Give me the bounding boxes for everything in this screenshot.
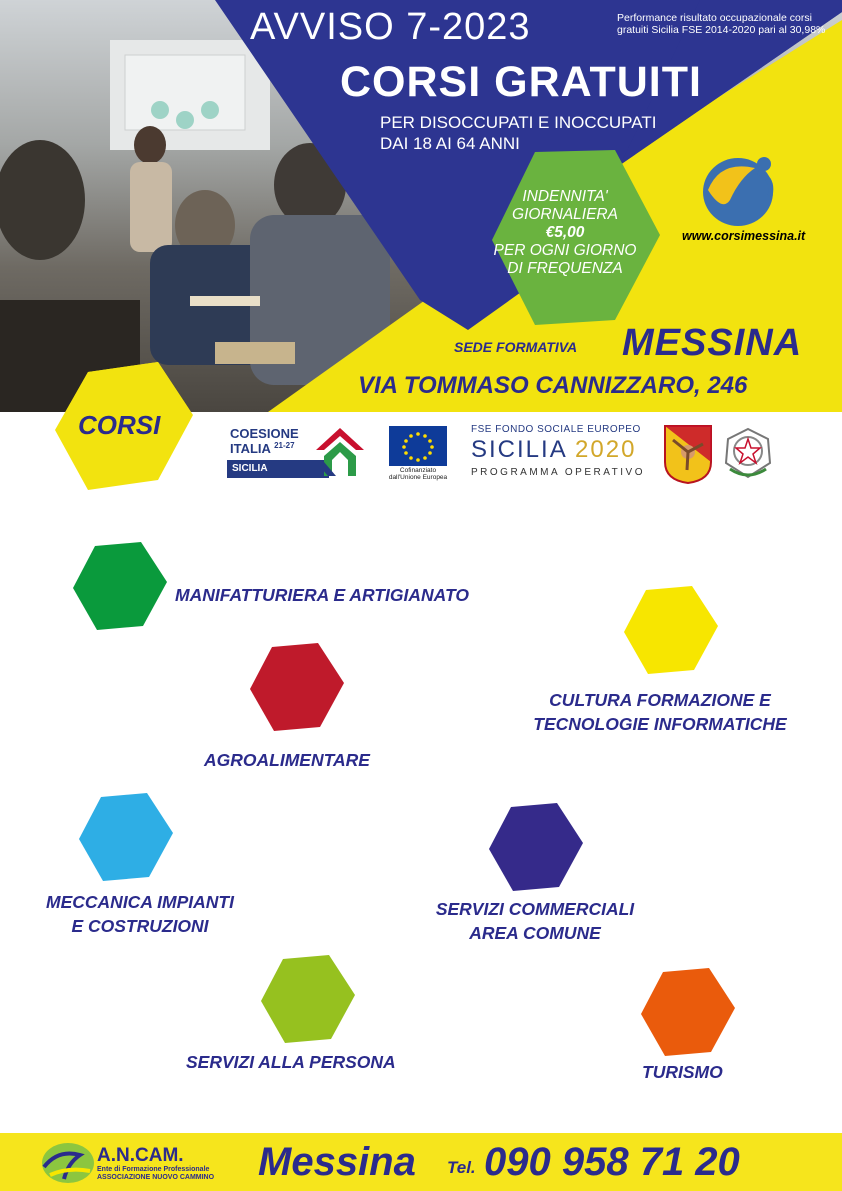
course-servizi-commerciali-line-1: SERVIZI COMMERCIALI: [435, 899, 635, 919]
target-line-1: PER DISOCCUPATI E INOCCUPATI: [380, 113, 657, 132]
course-hexagon-servizi-commerciali: [487, 801, 585, 893]
course-hexagon-meccanica: [77, 791, 175, 883]
footer-tel-label: Tel.: [447, 1158, 476, 1177]
course-servizi-persona: SERVIZI ALLA PERSONA: [186, 1052, 396, 1072]
ancam-subtitle-2: ASSOCIAZIONE NUOVO CAMMINO: [97, 1174, 215, 1181]
coesione-region: SICILIA: [232, 463, 268, 474]
course-servizi-commerciali-line-2: AREA COMUNE: [469, 923, 601, 943]
course-meccanica-line-2: E COSTRUZIONI: [71, 916, 209, 936]
indennita-line-1: INDENNITA': [522, 188, 608, 205]
indennita-line-2: GIORNALIERA: [512, 206, 618, 223]
course-meccanica-line-1: MECCANICA IMPIANTI: [46, 892, 234, 912]
corsimessina-logo-icon: [700, 150, 786, 230]
fse-line-1: FSE FONDO SOCIALE EUROPEO: [471, 424, 641, 435]
course-cultura: [500, 688, 820, 736]
indennita-line-3: PER OGNI GIORNO: [493, 242, 637, 259]
footer-phone[interactable]: 090 958 71 20: [484, 1140, 740, 1184]
website-link[interactable]: www.corsimessina.it: [682, 229, 806, 243]
coesione-logo-icon: [312, 426, 366, 478]
target-line-2: DAI 18 AI 64 ANNI: [380, 134, 520, 153]
sicily-crest-icon: [663, 424, 713, 484]
sede-label: SEDE FORMATIVA: [454, 339, 578, 355]
course-cultura-line-2: TECNOLOGIE INFORMATICHE: [533, 714, 787, 734]
ancam-name: A.N.CAM.: [97, 1145, 184, 1166]
coesione-line-2: ITALIA $^{21-27}$: [230, 441, 295, 456]
eu-flag-icon: [389, 426, 447, 466]
ancam-subtitle: [97, 1166, 214, 1182]
course-servizi-commerciali: [405, 897, 665, 945]
indennita-text: [480, 188, 650, 278]
course-manifatturiera: MANIFATTURIERA E ARTIGIANATO: [175, 585, 469, 605]
address: VIA TOMMASO CANNIZZARO, 246: [358, 372, 748, 399]
headline: CORSI GRATUITI: [340, 58, 702, 106]
course-hexagon-servizi-persona: [259, 953, 357, 1045]
avviso-title: AVVISO 7-2023: [250, 6, 531, 48]
fse-line-3: PROGRAMMA OPERATIVO: [471, 467, 645, 478]
course-turismo: TURISMO: [642, 1062, 723, 1082]
footer-city: Messina: [258, 1140, 416, 1184]
header-banner: [0, 0, 842, 412]
eu-caption: Cofinanziato dall'Unione Europea: [388, 467, 448, 481]
italian-republic-emblem-icon: [722, 425, 774, 481]
ancam-logo-icon: [40, 1141, 96, 1185]
course-hexagon-manifatturiera: [71, 540, 169, 632]
course-hexagon-cultura: [622, 584, 720, 676]
fse-sicilia-2020: SICILIA 2020: [471, 436, 637, 463]
indennita-line-4: DI FREQUENZA: [507, 260, 623, 277]
course-cultura-line-1: CULTURA FORMAZIONE E: [549, 690, 771, 710]
course-hexagon-turismo: [639, 966, 737, 1058]
coesione-line-1: COESIONE: [230, 426, 299, 441]
sede-city: MESSINA: [622, 322, 803, 364]
course-hexagon-agroalimentare: [248, 641, 346, 733]
indennita-amount: €5,00: [545, 224, 585, 241]
course-agroalimentare: AGROALIMENTARE: [204, 750, 370, 770]
performance-note: Performance risultato occupazionale corsi gratuiti Sicilia FSE 2014-2020 pari al 30,98%: [617, 12, 826, 36]
corsi-badge-label: CORSI: [78, 410, 161, 440]
target-audience: [380, 112, 656, 154]
course-meccanica: [20, 890, 260, 938]
ancam-subtitle-1: Ente di Formazione Professionale: [97, 1166, 210, 1173]
